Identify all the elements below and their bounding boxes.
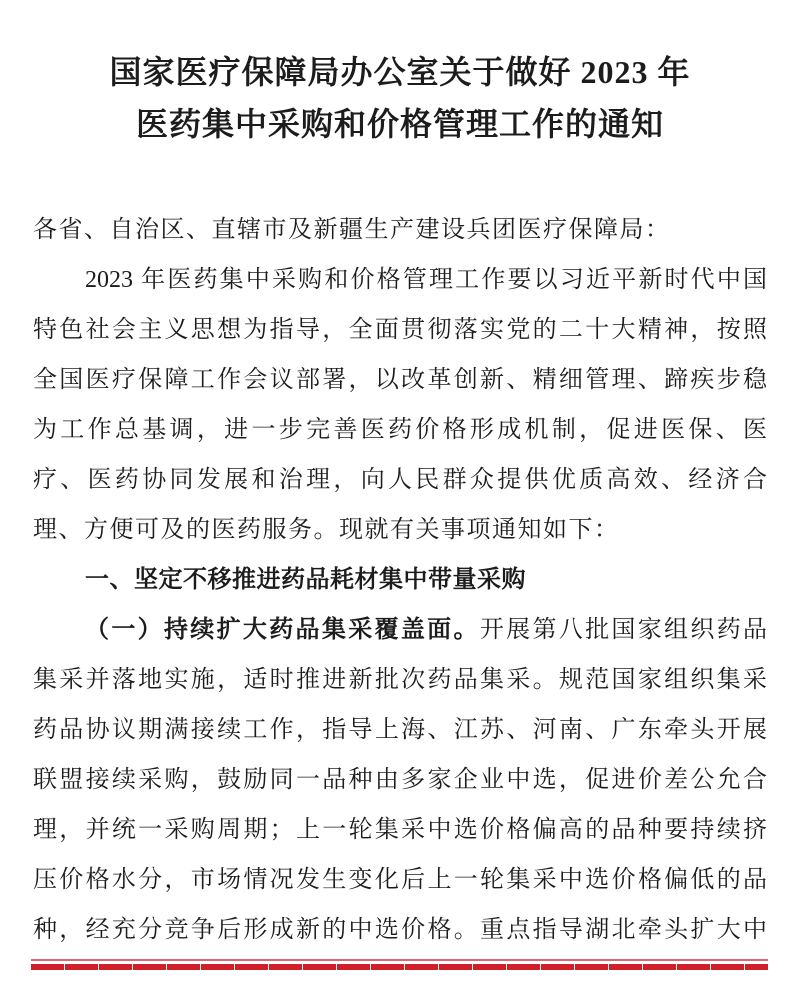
body-line: 2023 年医药集中采购和价格管理工作要以习近平新时代中国: [85, 267, 767, 293]
red-divider-thin-line: [31, 959, 768, 961]
document-body: [33, 205, 767, 955]
body-line: 药品协议期满接续工作，指导上海、江苏、河南、广东牵头开展: [33, 717, 767, 743]
body-line: 全国医疗保障工作会议部署，以改革创新、精细管理、蹄疾步稳: [33, 367, 767, 393]
body-line: 为工作总基调，进一步完善医药价格形成机制，促进医保、医: [33, 417, 767, 443]
salutation-line: 各省、自治区、直辖市及新疆生产建设兵团医疗保障局：: [33, 217, 671, 243]
section-heading: 一、坚定不移推进药品耗材集中带量采购: [85, 566, 526, 593]
body-line-text: 开展第八批国家组织药品: [479, 617, 767, 643]
red-divider-thick-line: [31, 964, 768, 970]
body-line: 理，并统一采购周期；上一轮集采中选价格偏高的品种要持续挤: [33, 817, 767, 843]
subsection-lead: （一）持续扩大药品集采覆盖面。: [85, 617, 480, 643]
body-line: 联盟接续采购，鼓励同一品种由多家企业中选，促进价差公允合: [33, 767, 767, 793]
body-line: 种，经充分竞争后形成新的中选价格。重点指导湖北牵头扩大中: [33, 917, 767, 943]
body-line: 理、方便可及的医药服务。现就有关事项通知如下：: [33, 517, 620, 543]
body-line: 特色社会主义思想为指导，全面贯彻落实党的二十大精神，按照: [33, 317, 767, 343]
body-line: [33, 605, 767, 655]
body-line: 疗、医药协同发展和治理，向人民群众提供优质高效、经济合: [33, 467, 767, 493]
title-line-1: 国家医疗保障局办公室关于做好 2023 年: [109, 54, 691, 90]
body-line: 集采并落地实施，适时推进新批次药品集采。规范国家组织集采: [33, 667, 767, 693]
body-line: 压价格水分，市场情况发生变化后上一轮集采中选价格偏低的品: [33, 867, 767, 893]
document-title: [0, 46, 800, 150]
title-line-2: 医药集中采购和价格管理工作的通知: [135, 106, 664, 142]
